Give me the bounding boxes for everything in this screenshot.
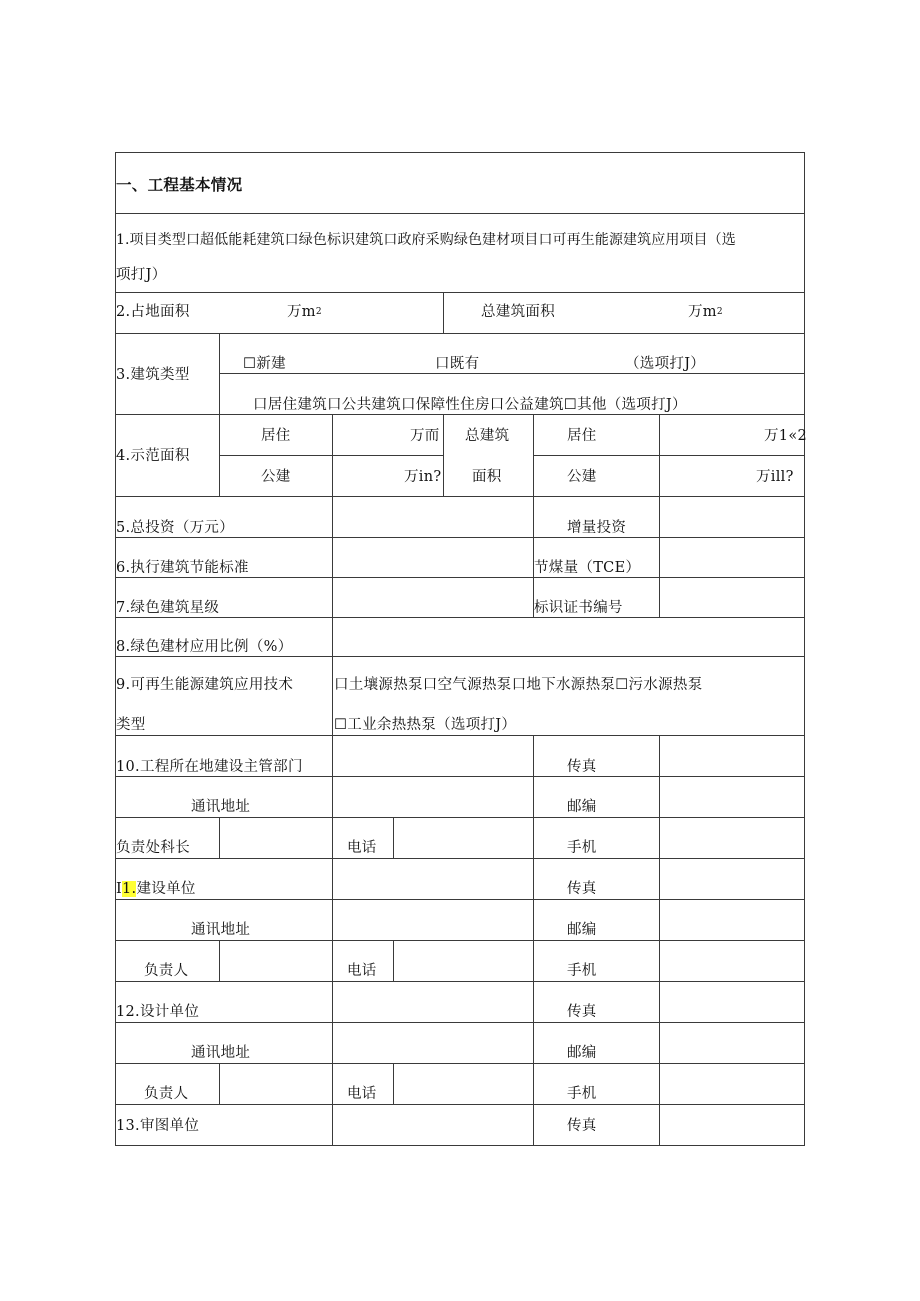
project-type-line1: 1.项目类型口超低能耗建筑口绿色标识建筑口政府采购绿色建材项目口可再生能源建筑应用项目（选 [116, 232, 736, 248]
renewable-tech-options-line1[interactable]: 口土壤源热泵口空气源热泵口地下水源热泵☐污水源热泵 [334, 677, 703, 693]
address-label: 通讯地址 [191, 922, 251, 938]
mobile-label: 手机 [567, 963, 597, 979]
rule [533, 414, 534, 496]
zip-label: 邮编 [567, 1045, 597, 1061]
green-material-ratio-label: 8.绿色建材应用比例（%） [116, 639, 293, 655]
public2-unit: 万ill? [756, 469, 794, 485]
residential2-unit: 万1«2 [764, 428, 808, 444]
rule [115, 776, 805, 777]
rule [443, 414, 444, 496]
rule [533, 455, 805, 456]
certificate-number-label: 标识证书编号 [534, 600, 623, 616]
section-chief-label: 负责处科长 [116, 840, 190, 856]
rule [115, 577, 805, 578]
rule [533, 735, 534, 1146]
energy-standard-label: 6.执行建筑节能标准 [116, 560, 249, 576]
authority-label: 10.工程所在地建设主管部门 [116, 759, 303, 775]
fax-label: 传真 [567, 1004, 597, 1020]
residential-label: 居住 [261, 428, 291, 444]
person-in-charge-label: 负责人 [144, 963, 189, 979]
total-area-line1: 总建筑 [465, 428, 510, 444]
address-label: 通讯地址 [191, 799, 251, 815]
residential2-label: 居住 [567, 428, 597, 444]
project-type-line2: 项打J） [116, 267, 167, 283]
incremental-investment-field[interactable] [661, 498, 802, 535]
rule [115, 735, 805, 736]
rule [393, 940, 394, 981]
select-note: （选项打J） [625, 356, 706, 372]
rule [219, 1063, 220, 1104]
rule [115, 1104, 805, 1105]
renewable-tech-options-line2[interactable]: ☐工业余热热泵（选项打J） [334, 717, 517, 733]
rule [659, 414, 660, 496]
coal-saving-field[interactable] [661, 539, 802, 575]
rule [115, 213, 805, 214]
rule [332, 496, 333, 617]
rule [332, 414, 333, 496]
public-unit: 万in? [404, 469, 442, 485]
fax-label: 传真 [567, 759, 597, 775]
building-use-options[interactable]: 口居住建筑口公共建筑口保障性住房口公益建筑☐其他（选项打J） [253, 397, 687, 413]
rule [115, 152, 805, 153]
investment-label: 5.总投资（万元） [116, 520, 235, 536]
rule [393, 817, 394, 858]
green-material-ratio-field[interactable] [334, 619, 802, 654]
rule [443, 292, 444, 333]
review-unit-label: 13.审图单位 [116, 1118, 200, 1134]
site-area-label: 2.占地面积 [116, 304, 190, 320]
rule [393, 1063, 394, 1104]
rule [115, 858, 805, 859]
green-rating-label: 7.绿色建筑星级 [116, 600, 220, 616]
mobile-label: 手机 [567, 840, 597, 856]
rule [332, 617, 333, 735]
energy-standard-field[interactable] [334, 539, 531, 575]
rule [115, 537, 805, 538]
rule [115, 617, 805, 618]
demo-area-label: 4.示范面积 [116, 448, 190, 464]
section-title: 一、工程基本情况 [116, 176, 243, 194]
person-in-charge-label: 负责人 [144, 1086, 189, 1102]
total-area-unit: 万$m^2$ [688, 304, 723, 320]
rule [219, 455, 443, 456]
renewable-tech-label-line1: 9.可再生能源建筑应用技术 [116, 677, 294, 693]
rule [219, 373, 805, 374]
site-area-value-field[interactable] [220, 294, 280, 330]
total-area-label: 总建筑面积 [481, 304, 555, 320]
new-build-option[interactable]: ☐新建 [243, 356, 286, 372]
site-area-unit: 万$m^2$ [287, 304, 322, 320]
rule [659, 735, 660, 1146]
rule [115, 899, 805, 900]
residential-unit: 万而 [410, 428, 440, 444]
fax-label: 传真 [567, 1118, 597, 1134]
fax-label: 传真 [567, 881, 597, 897]
rule [659, 496, 660, 617]
coal-saving-label: 节煤量（TCE） [534, 560, 641, 576]
rule [115, 292, 805, 293]
phone-label: 电话 [347, 840, 377, 856]
rule [115, 981, 805, 982]
certificate-number-field[interactable] [661, 579, 802, 615]
rule [219, 333, 220, 496]
public-label: 公建 [261, 469, 291, 485]
green-rating-field[interactable] [334, 579, 531, 615]
rule [115, 496, 805, 497]
designer-label: 12.设计单位 [116, 1004, 200, 1020]
rule [219, 817, 220, 858]
highlight-mark: 1. [122, 881, 137, 897]
phone-label: 电话 [347, 1086, 377, 1102]
rule [115, 1022, 805, 1023]
mobile-label: 手机 [567, 1086, 597, 1102]
public2-label: 公建 [567, 469, 597, 485]
incremental-investment-label: 增量投资 [567, 520, 627, 536]
builder-label: I1.建设单位 [116, 881, 196, 897]
rule [332, 735, 333, 1146]
zip-label: 邮编 [567, 799, 597, 815]
rule [115, 656, 805, 657]
renewable-tech-label-line2: 类型 [116, 717, 146, 733]
address-label: 通讯地址 [191, 1045, 251, 1061]
rule [219, 940, 220, 981]
total-area-line2: 面积 [472, 469, 502, 485]
existing-option[interactable]: 口既有 [435, 356, 480, 372]
investment-value-field[interactable] [334, 498, 531, 535]
zip-label: 邮编 [567, 922, 597, 938]
rule [804, 152, 805, 1146]
phone-label: 电话 [347, 963, 377, 979]
building-type-label: 3.建筑类型 [116, 367, 190, 383]
rule [115, 1145, 805, 1146]
